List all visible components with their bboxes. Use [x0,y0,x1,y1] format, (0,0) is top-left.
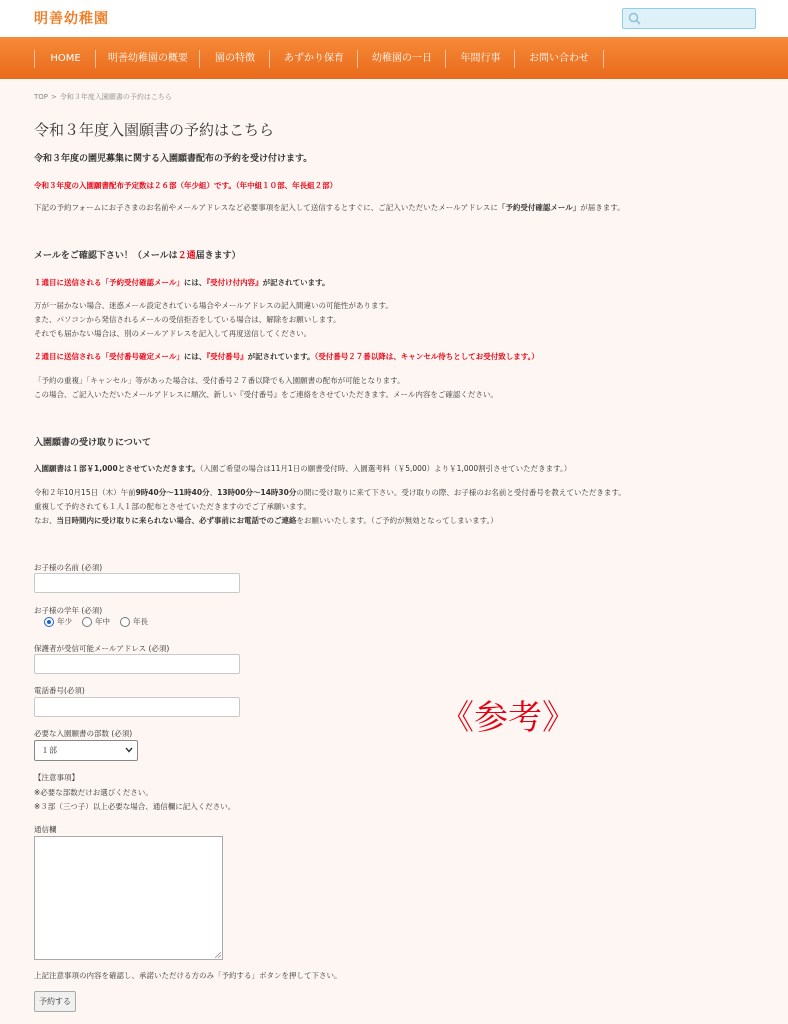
note-item-2: ※３部（三つ子）以上必要な場合、通信欄に記入ください。 [34,802,236,811]
grade-radio-nensho[interactable] [44,617,54,627]
receipt-date-comma: 、 [209,488,218,497]
page-title: 令和３年度入園願書の予約はこちら [34,121,275,139]
intro-desc-end: が届きます。 [580,203,625,212]
nav-item-about[interactable]: 明善幼稚園の概要 [95,50,200,68]
breadcrumb [34,92,175,102]
nav-item-daycare[interactable]: あずかり保育 [269,50,358,68]
breadcrumb-home[interactable]: TOP [34,93,49,101]
site-header [0,0,788,37]
message-label: 通信欄 [34,825,57,834]
first-mail-line [34,277,330,289]
intro-description [34,202,625,214]
grade-option-nensho[interactable]: 年少 [57,617,72,626]
copies-label: 必要な入園願書の部数 (必須) [34,729,133,738]
second-mail-number: 『受付番号』 [206,352,248,361]
global-nav [0,37,788,79]
reference-mark: 《参考》 [440,698,576,738]
phone-input[interactable] [34,697,240,717]
receipt-date-day: 令和２年10月15日（木）午前 [34,488,136,497]
receipt-absence-prefix: なお、 [34,516,57,525]
first-mail-name: １通目に送信される「予約受付確認メール」 [34,278,184,287]
message-textarea[interactable] [34,836,223,960]
copies-selected-value: １部 [41,746,57,755]
child-name-label: お子様の名前 (必須) [34,563,103,572]
nav-item-home[interactable]: HOME [34,50,96,68]
nav-item-features[interactable]: 園の特徴 [199,50,270,68]
grade-option-nencho[interactable]: 年長 [133,617,148,626]
mail-heading-text: メールをご確認下さい！（メールは [34,251,178,261]
second-mail-name: ２通目に送信される「受付番号確定メール」 [34,352,184,361]
grade-option-nenchu[interactable]: 年中 [95,617,110,626]
grade-label: お子様の学年 (必須) [34,606,103,615]
receipt-date-afternoon: 13時00分～14時30分 [217,488,297,497]
nav-item-contact[interactable]: お問い合わせ [514,50,604,68]
child-name-input[interactable] [34,573,240,593]
notes-heading: 【注意事項】 [34,773,79,782]
resize-grip-icon[interactable] [215,952,221,958]
search-icon [628,12,641,25]
nav-item-annual-events[interactable]: 年間行事 [445,50,515,68]
mail-heading-end: 届きます） [195,251,241,261]
email-label: 保護者が受信可能メールアドレス (必須) [34,644,170,653]
first-mail-end: が記されています。 [262,278,330,287]
intro-lead: 令和３年度の園児募集に関する入園願書配布の予約を受け付けます。 [34,154,313,164]
breadcrumb-separator: > [51,93,57,101]
chevron-down-icon [125,747,133,753]
email-input[interactable] [34,654,240,674]
receipt-duplicate-note: 重複して予約されても１人１部の配布とさせていただきますのでご了承願います。 [34,502,311,511]
grade-radio-nencho[interactable] [120,617,130,627]
search-box[interactable] [622,8,756,29]
receipt-fee-discount: （入園ご希望の場合は11月1日の願書受付時、入園選考料（￥5,000）より￥1,000割引させていただきます。） [199,464,572,473]
phone-label: 電話番号(必須) [34,686,85,695]
note-item-1: ※必要な部数だけお選びください。 [34,788,153,797]
breadcrumb-current: 令和３年度入園願書の予約はこちら [59,93,172,101]
intro-notice: 令和３年度の入園願書配布予定数は２６部（年少組）です。（年中組１０部、年長組２部） [34,181,338,190]
receipt-fee-price: 入園願書は１部￥1,000とさせていただきます。 [34,464,200,473]
mail-heading-count: ２通 [177,251,196,261]
second-mail-particle: には、 [183,352,207,361]
mail-heading [34,250,241,262]
receipt-date [34,487,626,499]
first-mail-note-1: 万が一届かない場合、迷惑メール設定されている場合やメールアドレスの記入間違いの可能性があります。 [34,301,393,310]
copies-select[interactable] [34,740,138,761]
second-mail-note-2: この場合、ご記入いただいたメールアドレスに順次、新しい『受付番号』をご連絡をさせていただきます。メール内容をご確認ください。 [34,390,498,399]
receipt-absence-note [34,515,498,527]
receipt-absence-rest: をお願いいたします。（ご予約が無効となってしまいます。） [296,516,498,525]
second-mail-waitlist: （受付番号２７番以降は、キャンセル待ちとしてお受付致します。） [314,352,539,361]
receipt-fee [34,463,571,475]
search-input[interactable] [645,10,750,26]
intro-desc-text: 下記の予約フォームにお子さまのお名前やメールアドレスなど必要事項を記入して送信するとすぐに、ご記入いただいたメールアドレスに [34,203,498,212]
confirm-text: 上記注意事項の内容を確認し、承諾いただける方のみ「予約する」ボタンを押して下さい。 [34,971,342,980]
grade-radio-nenchu[interactable] [82,617,92,627]
intro-desc-mail-name: 「予約受付確認メール」 [497,203,581,212]
site-title[interactable]: 明善幼稚園 [34,11,109,27]
reserve-button[interactable]: 予約する [34,991,76,1012]
second-mail-mid: が記されています。 [247,352,315,361]
first-mail-note-2: また、パソコンから発信されるメールの受信拒否をしている場合は、解除をお願いします。 [34,315,341,324]
nav-item-daily-schedule[interactable]: 幼稚園の一日 [357,50,446,68]
second-mail-note-1: 「予約の重複」「キャンセル」等があった場合は、受付番号２７番以降でも入園願書の配布が可能となります。 [34,376,405,385]
second-mail-line [34,351,539,363]
first-mail-note-3: それでも届かない場合は、別のメールアドレスを記入して再度送信してください。 [34,329,312,338]
receipt-heading: 入園願書の受け取りについて [34,438,151,448]
first-mail-content: 『受付け付内容』 [206,278,263,287]
receipt-date-rest: の間に受け取りに来て下さい。受け取りの際、お子様のお名前と受付番号を教えていただきます。 [296,488,626,497]
receipt-absence-emphasis: 当日時間内に受け取りに来られない場合、必ず事前にお電話でのご連絡 [56,516,297,525]
receipt-date-morning: 9時40分～11時40分 [135,488,210,497]
first-mail-particle: には、 [183,278,207,287]
